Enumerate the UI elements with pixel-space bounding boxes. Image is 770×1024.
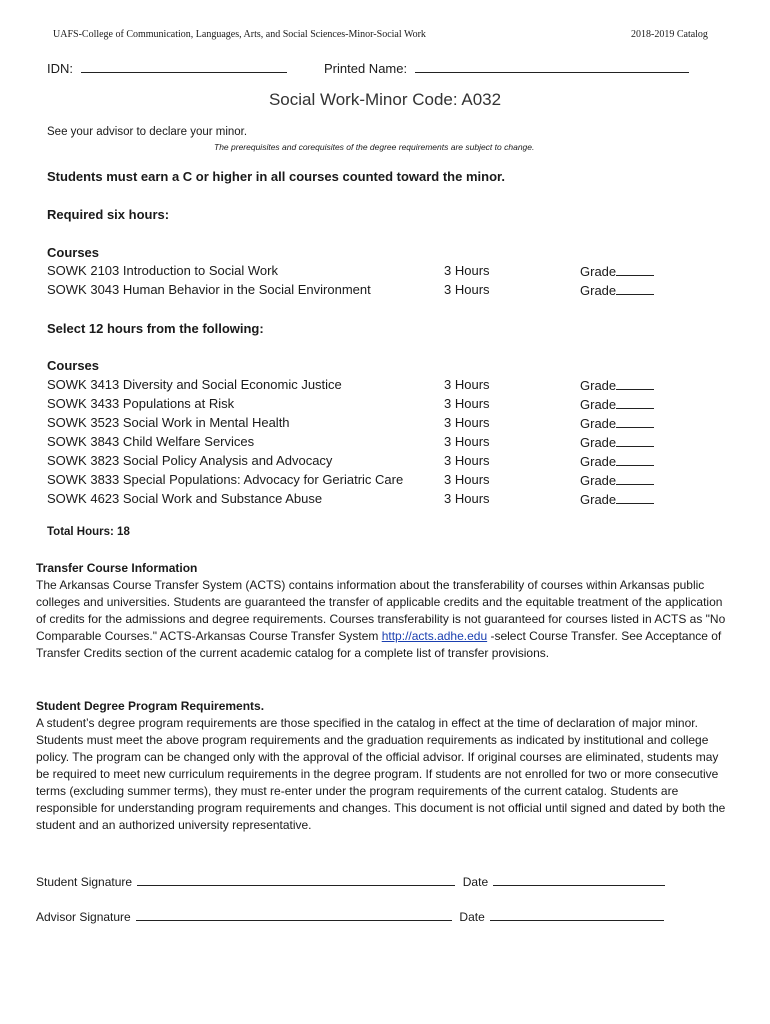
student-date-field[interactable]: [493, 873, 665, 886]
idn-label: IDN:: [47, 61, 73, 76]
header-left: UAFS-College of Communication, Languages, Arts, and Social Sciences-Minor-Social Work: [53, 29, 426, 40]
transfer-text-after: -select Course Transfer. See Acceptance of Transfer Credits section of the current academic catalog for a complete list of transfer provisions.: [36, 629, 722, 660]
course-grade: [580, 263, 654, 279]
transfer-section: [36, 560, 731, 662]
grade-field[interactable]: [616, 282, 654, 295]
elective-heading: Select 12 hours from the following:: [47, 321, 264, 336]
prereq-note: The prerequisites and corequisites of the degree requirements are subject to change.: [214, 142, 535, 152]
grade-label: Grade: [580, 378, 617, 393]
elective-courses-label: Courses: [47, 358, 100, 373]
grade-label: Grade: [580, 473, 617, 488]
advisor-date-field[interactable]: [490, 908, 664, 921]
printed-name-label: Printed Name:: [324, 61, 408, 76]
course-hours: 3 Hours: [444, 377, 490, 392]
student-date-label: Date: [462, 875, 489, 889]
course-name: SOWK 3523 Social Work in Mental Health: [47, 415, 290, 430]
grade-field[interactable]: [616, 396, 654, 409]
transfer-text: [36, 577, 731, 662]
grade-label: Grade: [580, 283, 617, 298]
course-name: SOWK 2103 Introduction to Social Work: [47, 263, 278, 278]
total-hours: Total Hours: 18: [47, 526, 130, 538]
course-grade: [580, 415, 654, 431]
course-grade: [580, 453, 654, 469]
course-grade: [580, 434, 654, 450]
course-grade: [580, 282, 654, 298]
page-title: Social Work-Minor Code: A032: [268, 90, 502, 109]
grade-label: Grade: [580, 264, 617, 279]
program-req-heading: Student Degree Program Requirements.: [36, 699, 265, 713]
course-name: SOWK 3413 Diversity and Social Economic Justice: [47, 377, 342, 392]
grade-field[interactable]: [616, 472, 654, 485]
course-name: SOWK 3843 Child Welfare Services: [47, 434, 255, 449]
course-grade: [580, 491, 654, 507]
course-hours: 3 Hours: [444, 472, 490, 487]
grade-label: Grade: [580, 492, 617, 507]
course-name: SOWK 4623 Social Work and Substance Abuse: [47, 491, 323, 506]
course-grade: [580, 377, 654, 393]
course-name: SOWK 3833 Special Populations: Advocacy for Geriatric Care: [47, 472, 404, 487]
grade-field[interactable]: [616, 415, 654, 428]
required-heading: Required six hours:: [47, 207, 170, 222]
grade-label: Grade: [580, 416, 617, 431]
transfer-heading: Transfer Course Information: [36, 561, 198, 575]
advisor-signature-label: Advisor Signature: [36, 910, 131, 924]
transfer-text-before: The Arkansas Course Transfer System (ACTS) contains information about the transferability of courses within Arkansas public colleges and universities. Students are guaranteed the transfer of applicable credits and the equitable treatment of the application of credits for the admissions and degree requirements. Courses transferability is not guaranteed for courses listed in ACTS as "No Comparable Courses." ACTS-Arkansas Course Transfer System: [36, 578, 726, 643]
idn-row: [47, 60, 287, 76]
course-hours: 3 Hours: [444, 453, 490, 468]
advisor-note: See your advisor to declare your minor.: [47, 126, 248, 138]
course-hours: 3 Hours: [444, 396, 490, 411]
course-grade: [580, 472, 654, 488]
course-hours: 3 Hours: [444, 263, 490, 278]
grade-label: Grade: [580, 454, 617, 469]
course-hours: 3 Hours: [444, 415, 490, 430]
course-hours: 3 Hours: [444, 491, 490, 506]
grade-field[interactable]: [616, 434, 654, 447]
course-hours: 3 Hours: [444, 434, 490, 449]
course-name: SOWK 3823 Social Policy Analysis and Advocacy: [47, 453, 333, 468]
grade-field[interactable]: [616, 263, 654, 276]
course-grade: [580, 396, 654, 412]
course-hours: 3 Hours: [444, 282, 490, 297]
grade-field[interactable]: [616, 377, 654, 390]
required-courses-label: Courses: [47, 245, 100, 260]
student-signature-field[interactable]: [137, 873, 455, 886]
grade-label: Grade: [580, 397, 617, 412]
grade-requirement: Students must earn a C or higher in all courses counted toward the minor.: [47, 169, 505, 184]
grade-label: Grade: [580, 435, 617, 450]
idn-field[interactable]: [81, 60, 287, 73]
program-req-text: A student’s degree program requirements are those specified in the catalog in effect at the time of declaration of major minor. Students must meet the above program requirements and the graduation requirements as indicated by institutional and college policy. The program can be changed only with the approval of the official advisor. If original courses are eliminated, students may be required to meet new curriculum requirements in the degree program. If students are not enrolled for two or more consecutive terms (excluding summer terms), they must re-enter under the program requirements of the current catalog. Students are responsible for understanding program requirements and changes. This document is not official until signed and dated by both the student and an authorized university representative.: [36, 716, 726, 832]
student-signature-row: [36, 873, 665, 889]
course-name: SOWK 3043 Human Behavior in the Social Environment: [47, 282, 371, 297]
advisor-date-label: Date: [459, 910, 485, 924]
grade-field[interactable]: [616, 491, 654, 504]
acts-link[interactable]: http://acts.adhe.edu: [381, 629, 488, 643]
advisor-signature-row: [36, 908, 664, 924]
advisor-signature-field[interactable]: [136, 908, 452, 921]
student-signature-label: Student Signature: [36, 875, 133, 889]
printed-name-row: [324, 60, 689, 76]
printed-name-field[interactable]: [415, 60, 689, 73]
header-right: 2018-2019 Catalog: [631, 29, 708, 40]
program-req-section: [36, 698, 731, 834]
grade-field[interactable]: [616, 453, 654, 466]
course-name: SOWK 3433 Populations at Risk: [47, 396, 235, 411]
